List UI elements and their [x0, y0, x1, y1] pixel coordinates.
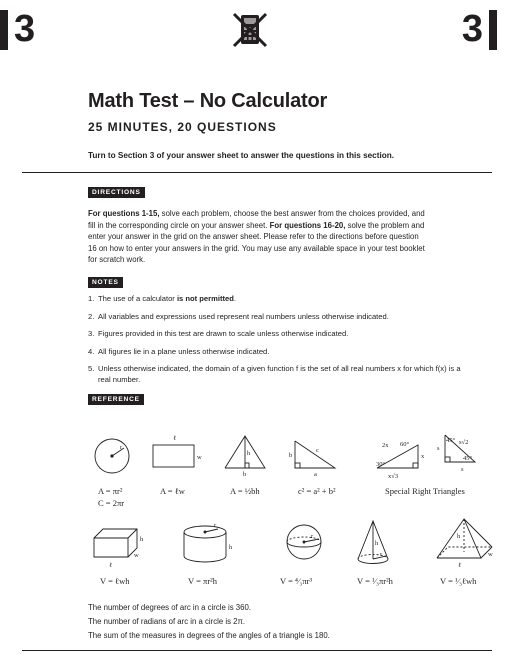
svg-text:a: a — [314, 471, 317, 478]
triangle-45-45-90-figure — [437, 435, 475, 473]
note-number: 1. — [88, 294, 95, 303]
note-item — [88, 311, 468, 322]
svg-text:w: w — [197, 454, 202, 461]
special-right-triangles-label: Special Right Triangles — [385, 486, 465, 496]
triangle-area-formula: A = ½bh — [230, 486, 260, 496]
note-text: Figures provided in this test are drawn to scale unless otherwise indicated. — [98, 329, 349, 338]
fact-degrees: The number of degrees of arc in a circle is 360. — [88, 603, 251, 612]
directions-text-2: solve the problem and enter your answer in the grid on the answer sheet. Please refer to the directions before question 16 on how to enter your answers in the grid. You may use any available space in your test booklet for scratch work. — [88, 220, 425, 265]
tri30-long-label: x√3 — [388, 473, 399, 480]
note-item — [88, 363, 468, 385]
tri45-angle-top-label: 45° — [446, 437, 456, 444]
section-number-right: 3 — [461, 8, 483, 50]
divider-top — [22, 172, 492, 173]
section-bar-right-edge — [489, 10, 497, 50]
note-text — [98, 293, 468, 304]
note-number: 2. — [88, 311, 95, 321]
triangle-figure — [225, 436, 265, 478]
page-subtitle: 25 MINUTES, 20 QUESTIONS — [88, 120, 277, 134]
tri45-base-label: s — [461, 466, 464, 473]
svg-text:h: h — [229, 544, 233, 551]
tri30-side-x-label: x — [421, 453, 425, 460]
fact-triangle-sum: The sum of the measures in degrees of the angles of a triangle is 180. — [88, 630, 330, 640]
note-text-post: . — [233, 294, 237, 303]
note-number: 4. — [88, 346, 95, 356]
circle-circumference-formula: C = 2πr — [98, 498, 125, 508]
svg-text:h: h — [140, 536, 144, 543]
box-figure — [94, 529, 144, 569]
section-bar-left-edge — [0, 10, 8, 50]
tri30-angle30-label: 30° — [376, 461, 386, 468]
note-text-bold: is not permitted — [176, 294, 234, 303]
svg-text:w: w — [134, 552, 139, 559]
rectangle-figure — [153, 435, 202, 467]
svg-text:h: h — [247, 450, 251, 457]
box-volume-formula: V = ℓwh — [100, 576, 130, 586]
pyramid-figure — [437, 519, 493, 569]
note-number: 5. — [88, 364, 95, 373]
svg-text:b: b — [243, 471, 247, 478]
tri45-hyp-label: s√2 — [459, 439, 469, 446]
note-text: All figures lie in a plane unless otherwise indicated. — [98, 346, 270, 356]
svg-text:ℓ: ℓ — [458, 562, 462, 569]
reference-facts — [88, 601, 330, 642]
note-item — [88, 293, 468, 304]
directions-text-1: solve each problem, choose the best answer from the choices provided, and fill in the corresponding circle on your answer sheet. — [88, 209, 425, 230]
svg-text:b: b — [289, 452, 293, 459]
cone-volume-formula: V = ¹⁄₃πr²h — [357, 576, 393, 586]
directions-label: DIRECTIONS — [88, 187, 145, 198]
section-instruction: Turn to Section 3 of your answer sheet to answer the questions in this section. — [88, 151, 395, 160]
note-item — [88, 346, 468, 357]
svg-text:h: h — [375, 540, 379, 547]
cylinder-volume-formula: V = πr²h — [188, 576, 217, 586]
divider-bottom — [22, 650, 492, 651]
tri45-side-label: s — [437, 445, 440, 452]
note-text: Unless otherwise indicated, the domain of a given function f is the set of all real numbers x for which f(x) is a real number. — [98, 364, 461, 384]
pythagorean-formula: c² = a² + b² — [298, 486, 336, 496]
no-calculator-icon — [230, 12, 270, 48]
svg-text:ℓ: ℓ — [173, 435, 177, 442]
circle-area-formula: A = πr² — [98, 486, 123, 496]
right-triangle-figure — [289, 441, 335, 478]
svg-text:r: r — [311, 533, 314, 540]
pyramid-volume-formula: V = ¹⁄₃ℓwh — [440, 576, 477, 586]
reference-label: REFERENCE — [88, 394, 144, 405]
directions-text — [88, 208, 428, 266]
notes-list — [88, 293, 468, 392]
tri30-hyp-label: 2x — [382, 442, 389, 449]
circle-figure — [95, 439, 129, 473]
directions-bold-1: For questions 1-15, — [88, 209, 160, 218]
rectangle-area-formula: A = ℓw — [160, 486, 185, 496]
svg-text:r: r — [380, 551, 383, 558]
svg-text:ℓ: ℓ — [109, 562, 113, 569]
note-text: All variables and expressions used represent real numbers unless otherwise indicated. — [98, 311, 389, 321]
sphere-volume-formula: V = ⁴⁄₃πr³ — [280, 576, 313, 586]
svg-text:c: c — [316, 447, 319, 454]
directions-bold-2: For questions 16-20, — [269, 220, 346, 230]
note-text-pre: The use of a calculator — [98, 294, 177, 303]
cylinder-figure — [184, 522, 233, 562]
svg-text:w: w — [488, 551, 493, 558]
tri30-angle60-label: 60° — [400, 441, 410, 448]
svg-text:h: h — [457, 533, 461, 540]
triangle-30-60-90-figure — [376, 441, 425, 480]
page-title: Math Test – No Calculator — [88, 90, 328, 112]
note-number: 3. — [88, 329, 95, 338]
notes-label: NOTES — [88, 277, 123, 288]
note-item — [88, 328, 468, 339]
cone-figure — [358, 521, 388, 564]
svg-text:r: r — [214, 522, 217, 529]
section-header-bar — [0, 4, 509, 54]
section-number-left: 3 — [14, 8, 36, 50]
sphere-figure — [287, 525, 321, 559]
svg-text:r: r — [120, 444, 123, 451]
tri45-angle-right-label: 45° — [463, 455, 473, 462]
reference-figures — [80, 425, 500, 597]
fact-radians: The number of radians of arc in a circle is 2π. — [88, 616, 246, 626]
